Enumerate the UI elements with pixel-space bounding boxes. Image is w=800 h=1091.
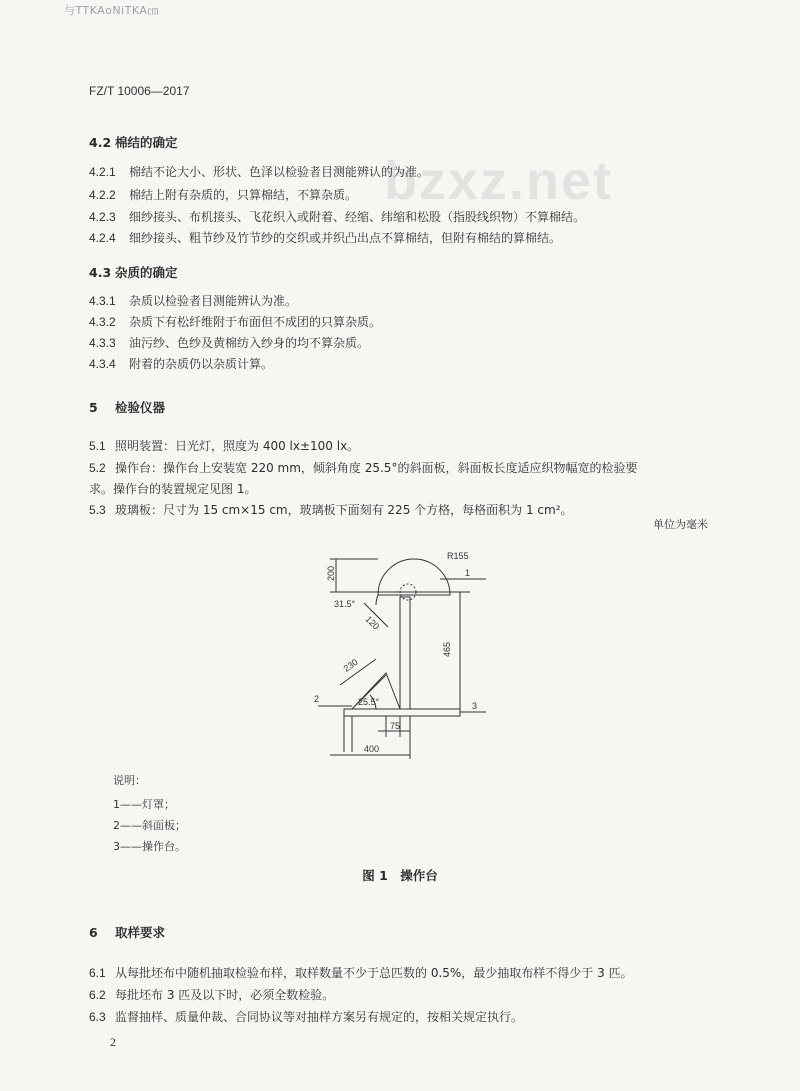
operating-table-diagram bbox=[300, 545, 500, 770]
label-120: 120 bbox=[363, 613, 382, 632]
unit-note: 单位为毫米 bbox=[653, 518, 708, 531]
clause-5-1: 5.1 照明装置：日光灯，照度为 400 lx±100 lx。 bbox=[89, 439, 360, 453]
clause-5-3: 5.3 玻璃板：尺寸为 15 cm×15 cm，玻璃板下面刻有 225 个方格，每格面积为 1 cm²。 bbox=[89, 503, 573, 517]
label-465: 465 bbox=[442, 641, 452, 657]
label-75: 75 bbox=[390, 721, 401, 731]
angle-31-5-arc bbox=[376, 595, 378, 605]
legend-item-1: 1——灯罩； bbox=[113, 798, 175, 811]
page-number: 2 bbox=[110, 1035, 116, 1049]
clause-4-3-4: 4.3.4 附着的杂质仍以杂质计算。 bbox=[89, 357, 274, 371]
table-top-shape bbox=[344, 709, 460, 716]
label-callout-3: 3 bbox=[472, 701, 478, 711]
label-230: 230 bbox=[341, 656, 360, 674]
section-heading-4-3: 4.3 杂质的确定 bbox=[89, 265, 178, 280]
section-heading-4-2: 4.2 棉结的确定 bbox=[89, 135, 178, 150]
label-r155: R155 bbox=[447, 551, 469, 561]
clause-5-2: 5.2 操作台：操作台上安装宽 220 mm，倾斜角度 25.5°的斜面板，斜面板长度适应织物幅宽的检验要 bbox=[89, 461, 638, 475]
support-post bbox=[400, 597, 410, 709]
scan-header-mark: 与TTKAoNiTKA㎝ bbox=[64, 4, 159, 17]
figure-caption: 图 1 操作台 bbox=[362, 868, 438, 883]
section-heading-5: 5 检验仪器 bbox=[89, 400, 166, 415]
legend-title: 说明： bbox=[113, 774, 146, 787]
document-number: FZ/T 10006—2017 bbox=[89, 84, 190, 98]
label-200: 200 bbox=[326, 565, 336, 581]
clause-4-3-2: 4.3.2 杂质下有松纤维附于布面但不成团的只算杂质。 bbox=[89, 315, 382, 329]
clause-4-2-4: 4.2.4 细纱接头、粗节纱及竹节纱的交织或并织凸出点不算棉结，但附有棉结的算棉结。 bbox=[89, 231, 562, 245]
clause-4-2-3: 4.2.3 细纱接头、布机接头、飞花织入或附着、经缩、纬缩和松股（指股线织物）不算棉结。 bbox=[89, 210, 586, 224]
label-callout-2: 2 bbox=[314, 694, 320, 704]
legend-item-3: 3——操作台。 bbox=[113, 840, 186, 853]
clause-5-2-continued: 求。操作台的装置规定见图 1。 bbox=[89, 482, 257, 496]
label-31-5: 31.5° bbox=[334, 599, 356, 609]
clause-4-2-1: 4.2.1 棉结不论大小、形状、色泽以检验者目测能辨认的为准。 bbox=[89, 165, 430, 179]
label-400: 400 bbox=[364, 744, 380, 754]
clause-4-3-3: 4.3.3 油污纱、色纱及黄棉纺入纱身的均不算杂质。 bbox=[89, 336, 370, 350]
clause-6-2: 6.2 每批坯布 3 匹及以下时，必须全数检验。 bbox=[89, 988, 335, 1002]
clause-6-3: 6.3 监督抽样、质量仲裁、合同协议等对抽样方案另有规定的，按相关规定执行。 bbox=[89, 1010, 524, 1024]
label-callout-1: 1 bbox=[465, 568, 471, 578]
label-25-5: 25.5° bbox=[358, 697, 380, 707]
legend-item-2: 2——斜面板； bbox=[113, 819, 186, 832]
lamp-shade-shape bbox=[378, 559, 450, 595]
watermark: bzxz.net bbox=[384, 151, 614, 211]
section-heading-6: 6 取样要求 bbox=[89, 925, 166, 940]
clause-6-1: 6.1 从每批坯布中随机抽取检验布样，取样数量不少于总匹数的 0.5%，最少抽取布样不得少于 3 匹。 bbox=[89, 966, 633, 980]
clause-4-3-1: 4.3.1 杂质以检验者目测能辨认为准。 bbox=[89, 294, 298, 308]
clause-4-2-2: 4.2.2 棉结上附有杂质的，只算棉结，不算杂质。 bbox=[89, 188, 358, 202]
